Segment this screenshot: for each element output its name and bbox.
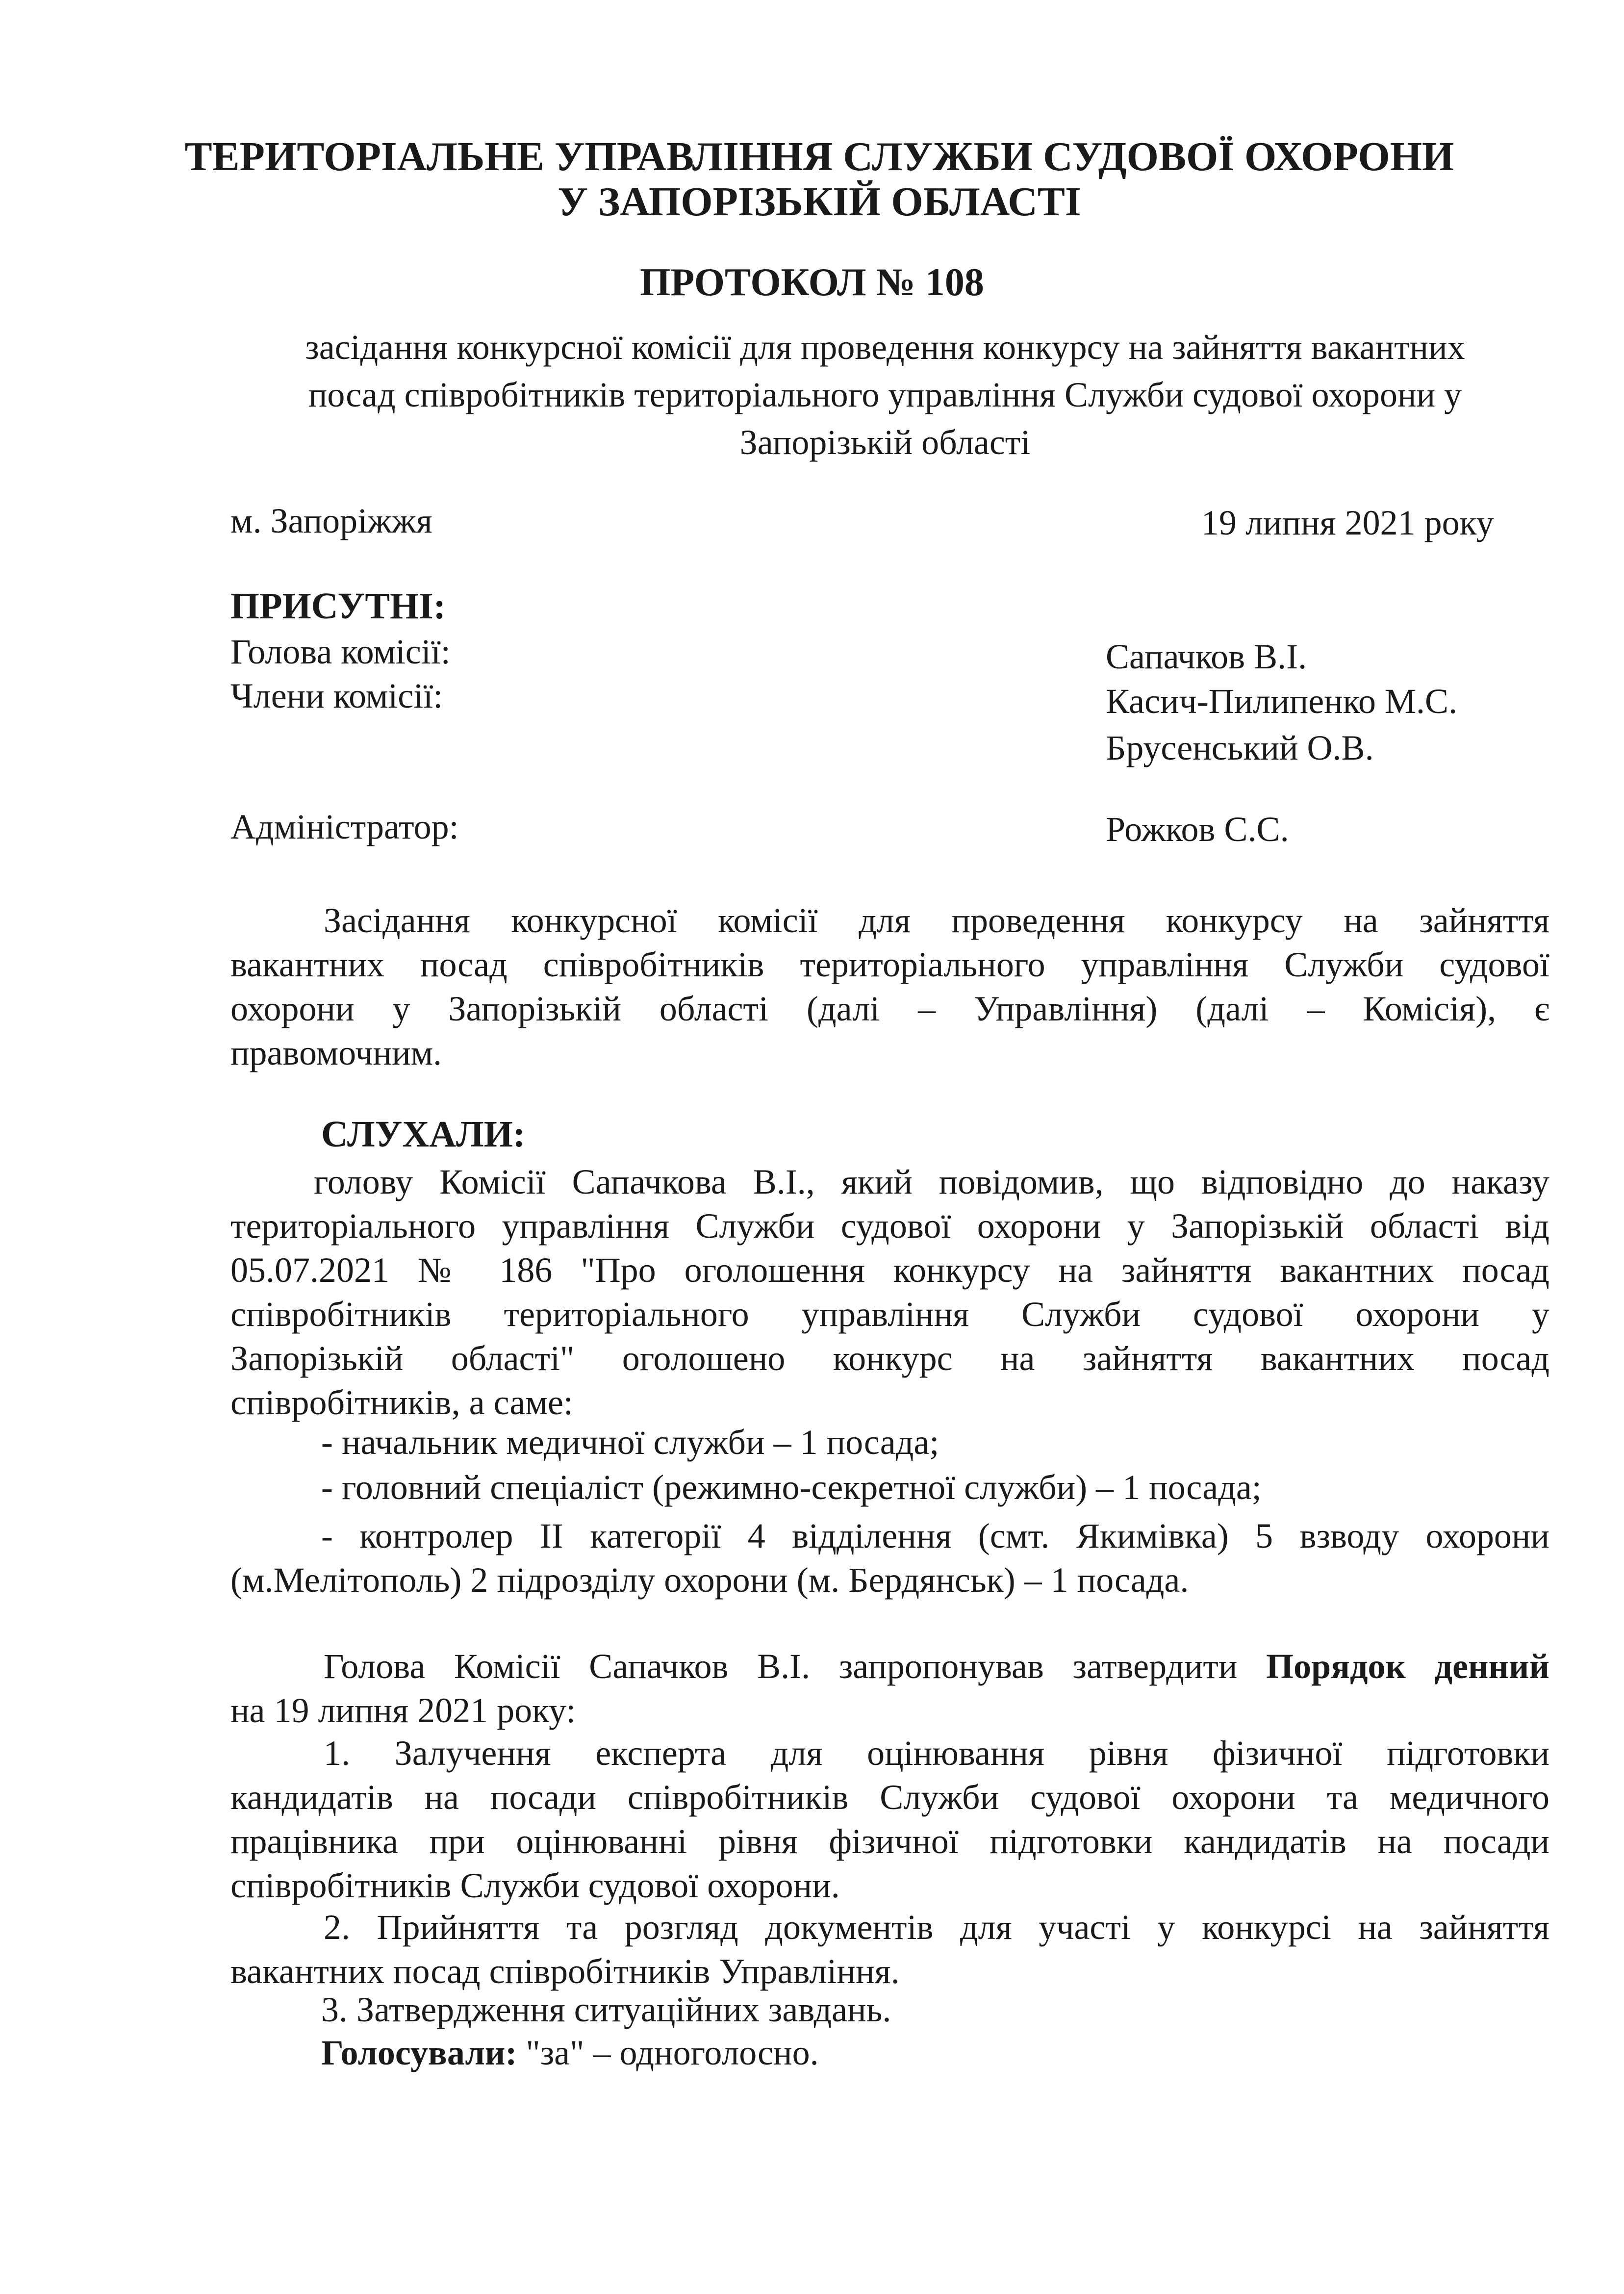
vote-line — [321, 2035, 819, 2070]
paragraph-line: кандидатів на посади співробітників Служби судової охорони та медичного — [230, 1778, 1549, 1817]
subtitle-line: Запорізькій області — [739, 423, 1031, 462]
paragraph-line: правомочним. — [230, 1033, 442, 1072]
quorum-paragraph — [230, 898, 1549, 1075]
subtitle-line: посад співробітників територіального управління Служби судової охорони у — [308, 375, 1462, 414]
paragraph-line: Запорізькій області" оголошено конкурс на зайняття вакантних посад — [230, 1339, 1549, 1378]
paragraph-line: на 19 липня 2021 року: — [230, 1691, 576, 1730]
agenda-item-2 — [230, 1905, 1549, 1993]
vote-label: Голосували: — [321, 2033, 517, 2072]
subtitle-line: засідання конкурсної комісії для проведення конкурсу на зайняття вакантних — [305, 328, 1465, 367]
paragraph-line — [230, 1644, 1549, 1688]
org-name-line2: У ЗАПОРІЗЬКІЙ ОБЛАСТІ — [558, 179, 1081, 225]
date: 19 липня 2021 року — [1201, 503, 1494, 542]
agenda-item-3: 3. Затвердження ситуаційних завдань. — [321, 1990, 891, 2029]
admin-name: Рожков С.С. — [1106, 810, 1289, 849]
chair-label: Голова комісії: — [230, 632, 451, 671]
chair-name: Сапачков В.І. — [1106, 637, 1307, 676]
attendance-title: ПРИСУТНІ: — [230, 586, 446, 627]
members-list — [1106, 679, 1457, 770]
agenda-intro-bold: Порядок денний — [1266, 1647, 1549, 1686]
protocol-subtitle — [206, 324, 1564, 466]
paragraph-line: Засідання конкурсної комісії для проведення конкурсу на зайняття — [324, 901, 1549, 940]
city: м. Запоріжжя — [230, 501, 432, 540]
paragraph-line: 2. Прийняття та розгляд документів для участі у конкурсі на зайняття — [324, 1908, 1549, 1947]
position-item-3 — [230, 1514, 1549, 1602]
member-name: Касич-Пилипенко М.С. — [1106, 682, 1458, 721]
paragraph-line: співробітників Служби судової охорони. — [230, 1866, 840, 1905]
agenda-intro — [230, 1644, 1549, 1733]
paragraph-line: співробітників територіального управління Служби судової охорони у — [230, 1295, 1549, 1334]
paragraph-line: 1. Залучення експерта для оцінювання рівня фізичної підготовки — [324, 1733, 1549, 1773]
agenda-item-1 — [230, 1731, 1549, 1908]
paragraph-line: вакантних посад співробітників Управління. — [230, 1952, 900, 1991]
member-name: Брусенський О.В. — [1106, 728, 1374, 767]
heard-paragraph — [230, 1160, 1549, 1425]
paragraph-line: охорони у Запорізькій області (далі – Управління) (далі – Комісія), є — [230, 989, 1549, 1028]
paragraph-line: голову Комісії Сапачкова В.І., який повідомив, що відповідно до наказу — [314, 1162, 1549, 1201]
paragraph-line: вакантних посад співробітників територіального управління Служби судової — [230, 945, 1549, 984]
paragraph-line: працівника при оцінюванні рівня фізичної підготовки кандидатів на посади — [230, 1822, 1549, 1861]
paragraph-line: (м.Мелітополь) 2 підрозділу охорони (м. Бердянськ) – 1 посада. — [230, 1560, 1189, 1600]
org-name-line1: ТЕРИТОРІАЛЬНЕ УПРАВЛІННЯ СЛУЖБИ СУДОВОЇ ОХОРОНИ — [184, 134, 1454, 179]
paragraph-line: 05.07.2021 № 186 "Про оголошення конкурсу на зайняття вакантних посад — [230, 1250, 1549, 1290]
vote-result: "за" – одноголосно. — [517, 2033, 819, 2072]
agenda-intro-text: Голова Комісії Сапачков В.І. запропонував затвердити — [324, 1647, 1238, 1686]
paragraph-line: співробітників, а саме: — [230, 1383, 573, 1422]
admin-label: Адміністратор: — [230, 807, 459, 846]
protocol-title: ПРОТОКОЛ № 108 — [640, 261, 984, 304]
paragraph-line: - контролер II категорії 4 відділення (смт. Якимівка) 5 взводу охорони — [321, 1516, 1549, 1555]
paragraph-line: територіального управління Служби судової охорони у Запорізькій області від — [230, 1206, 1549, 1246]
position-item: - начальник медичної служби – 1 посада; — [321, 1423, 939, 1462]
position-item: - головний спеціаліст (режимно-секретної служби) – 1 посада; — [321, 1468, 1262, 1507]
members-label: Члени комісії: — [230, 676, 443, 715]
heard-title: СЛУХАЛИ: — [321, 1114, 526, 1155]
